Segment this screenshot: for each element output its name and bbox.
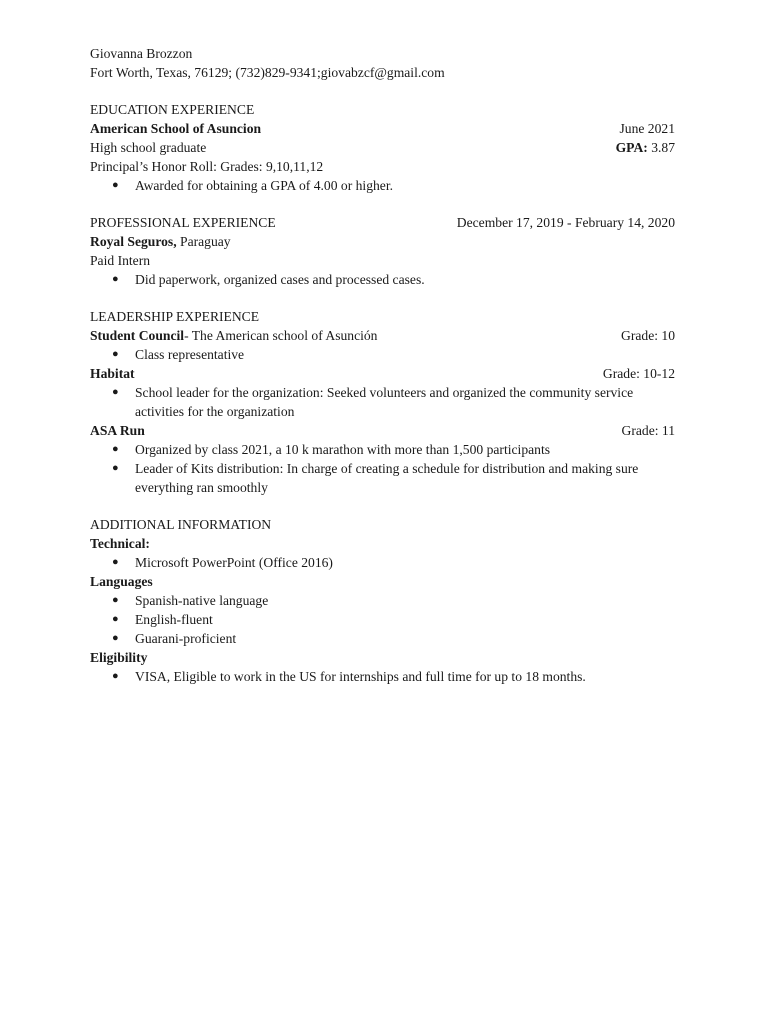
bullet-icon: ● <box>112 670 119 682</box>
education-school-line <box>90 119 675 138</box>
additional-group-eligibility <box>90 648 675 667</box>
additional-heading-line <box>90 515 675 534</box>
contact-info: Fort Worth, Texas, 76129; (732)829-9341;giovabzcf@gmail.com <box>90 65 445 80</box>
education-bullets <box>90 176 675 195</box>
school-name: American School of Asuncion <box>90 121 262 136</box>
gpa-value: 3.87 <box>647 140 675 155</box>
professional-bullets <box>90 270 675 289</box>
leadership-title <box>90 326 377 345</box>
eligibility-bullets <box>90 667 675 686</box>
professional-company-line <box>90 232 675 251</box>
gpa <box>616 138 675 157</box>
list-item <box>90 667 675 686</box>
leadership-bullets-asa-run <box>90 440 675 497</box>
leadership-title-name: Habitat <box>90 366 135 381</box>
additional-group-languages <box>90 572 675 591</box>
group-label: Languages <box>90 574 153 589</box>
bullet-icon: ● <box>112 179 119 191</box>
leadership-bullets-student-council <box>90 345 675 364</box>
bullet-text: Guarani-proficient <box>135 631 237 646</box>
leadership-subtitle: - The American school of Asunción <box>184 328 378 343</box>
leadership-grade: Grade: 10 <box>621 328 675 343</box>
graduation-date: June 2021 <box>619 121 675 136</box>
list-item <box>90 459 655 497</box>
bullet-text: English-fluent <box>135 612 213 627</box>
gpa-label: GPA: <box>615 140 648 155</box>
spacer <box>90 497 675 515</box>
company <box>90 232 231 251</box>
list-item <box>90 440 675 459</box>
bullet-text: Class representative <box>135 347 245 362</box>
bullet-icon: ● <box>112 632 119 644</box>
education-heading: EDUCATION EXPERIENCE <box>90 102 255 117</box>
languages-bullets <box>90 591 675 648</box>
bullet-icon: ● <box>112 348 119 360</box>
company-name: Royal Seguros, <box>90 234 177 249</box>
leadership-heading: LEADERSHIP EXPERIENCE <box>90 309 260 324</box>
professional-heading-line <box>90 213 675 232</box>
education-heading-line <box>90 100 675 119</box>
leadership-grade: Grade: 11 <box>621 423 675 438</box>
candidate-name: Giovanna Brozzon <box>90 46 193 61</box>
header-contact-line <box>90 63 675 82</box>
technical-bullets <box>90 553 675 572</box>
spacer <box>90 195 675 213</box>
additional-group-technical <box>90 534 675 553</box>
bullet-text: Organized by class 2021, a 10 k marathon with more than 1,500 participants <box>135 442 551 457</box>
leadership-title-name: ASA Run <box>90 423 145 438</box>
job-role: Paid Intern <box>90 253 151 268</box>
bullet-icon: ● <box>112 273 119 285</box>
list-item <box>90 270 675 289</box>
list-item <box>90 383 645 421</box>
education-honor-line <box>90 157 675 176</box>
list-item <box>90 610 675 629</box>
bullet-icon: ● <box>112 462 119 474</box>
bullet-text: Microsoft PowerPoint (Office 2016) <box>135 555 333 570</box>
degree: High school graduate <box>90 140 207 155</box>
resume-content <box>90 44 675 686</box>
company-location: Paraguay <box>176 234 231 249</box>
bullet-icon: ● <box>112 386 119 398</box>
bullet-text: Did paperwork, organized cases and processed cases. <box>135 272 425 287</box>
list-item <box>90 345 675 364</box>
leadership-title-name: Student Council <box>90 328 185 343</box>
professional-role-line <box>90 251 675 270</box>
professional-heading: PROFESSIONAL EXPERIENCE <box>90 215 276 230</box>
leadership-bullets-habitat <box>90 383 675 421</box>
leadership-heading-line <box>90 307 675 326</box>
leadership-item-habitat <box>90 364 675 383</box>
spacer <box>90 82 675 100</box>
list-item <box>90 176 675 195</box>
bullet-icon: ● <box>112 613 119 625</box>
bullet-icon: ● <box>112 443 119 455</box>
leadership-item-student-council <box>90 326 675 345</box>
leadership-grade: Grade: 10-12 <box>602 366 675 381</box>
education-degree-line <box>90 138 675 157</box>
spacer <box>90 289 675 307</box>
list-item <box>90 629 675 648</box>
header-name-line <box>90 44 675 63</box>
group-label: Technical: <box>90 536 150 551</box>
leadership-item-asa-run <box>90 421 675 440</box>
bullet-text: VISA, Eligible to work in the US for internships and full time for up to 18 months. <box>135 669 586 684</box>
professional-dates: December 17, 2019 - February 14, 2020 <box>456 215 675 230</box>
bullet-text: Awarded for obtaining a GPA of 4.00 or higher. <box>135 178 394 193</box>
bullet-text: School leader for the organization: Seeked volunteers and organized the community service activities for the organization <box>135 385 634 419</box>
bullet-icon: ● <box>112 556 119 568</box>
bullet-text: Leader of Kits distribution: In charge of creating a schedule for distribution and making sure everything ran smoothly <box>135 461 639 495</box>
list-item <box>90 553 675 572</box>
list-item <box>90 591 675 610</box>
bullet-icon: ● <box>112 594 119 606</box>
group-label: Eligibility <box>90 650 148 665</box>
bullet-text: Spanish-native language <box>135 593 269 608</box>
honor-roll: Principal’s Honor Roll: Grades: 9,10,11,12 <box>90 159 324 174</box>
additional-heading: ADDITIONAL INFORMATION <box>90 517 272 532</box>
